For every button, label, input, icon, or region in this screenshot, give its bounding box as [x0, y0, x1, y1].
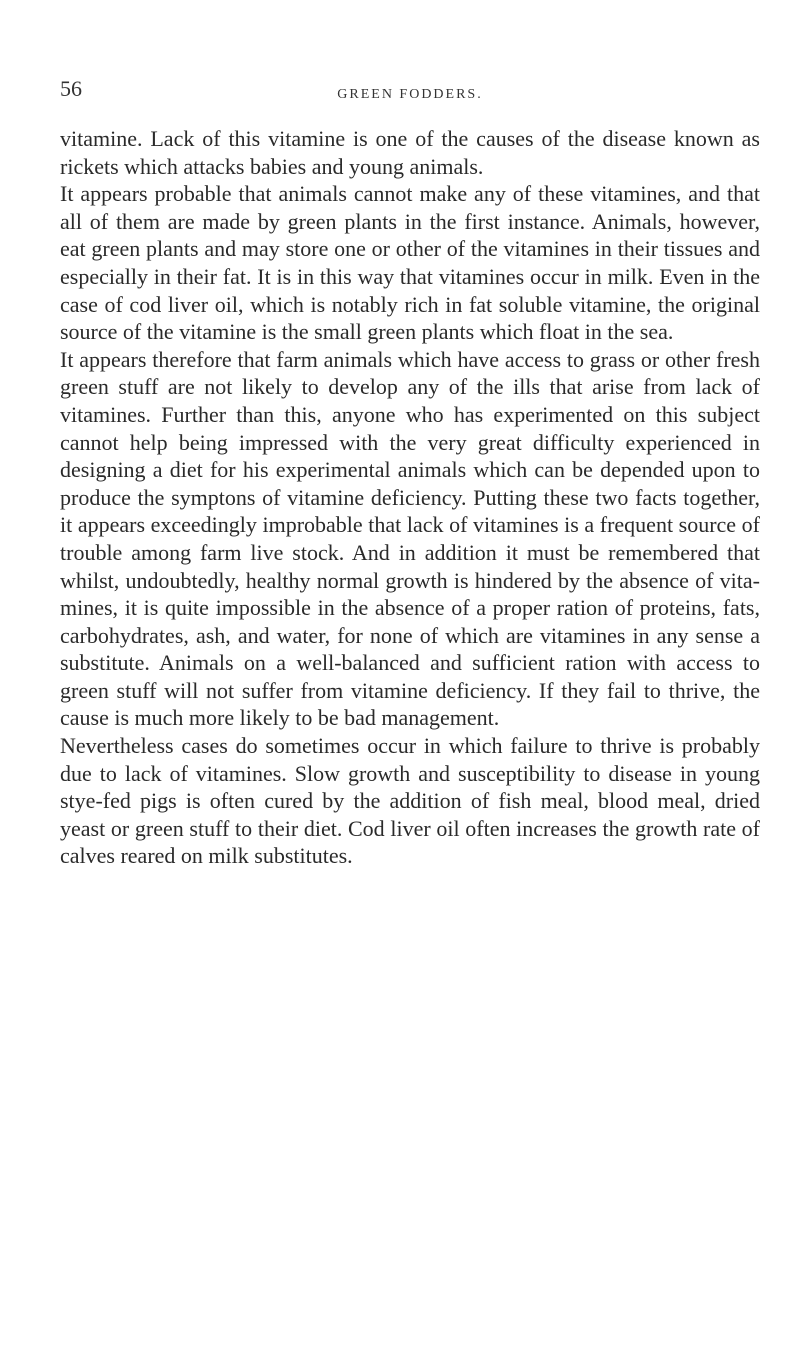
body-text [60, 125, 760, 870]
page-header [60, 70, 760, 110]
paragraph: vitamine. Lack of this vitamine is one of the causes of the disease known as rickets which attacks babies and young animals. [60, 126, 760, 179]
paragraph: It appears therefore that farm animals which have access to grass or other fresh green stuff are not likely to develop any of the ills that arise from lack of vitamines. Further than this, anyone who has experimented on this subject cannot help being impressed with the very great difficulty experienced in designing a diet for his experimental animals which can be depended upon to produce the symptons of vitamine deficiency. Putting these two facts together, it appears exceedingly improbable that lack of vitamines is a frequent source of trouble among farm live stock. And in addition it must be remembered that whilst, undoubtedly, healthy normal growth is hindered by the absence of vita- mines, it is quite impossible in the absence of a proper ration of proteins, fats, carbohydrates, ash, and water, for none of which are vitamines in any sense a substitute. Animals on a well-balanced and sufficient ration with access to green stuff will not suffer from vitamine deficiency. If they fail to thrive, the cause is much more likely to be bad management. [60, 346, 760, 731]
paragraph: Nevertheless cases do sometimes occur in which failure to thrive is probably due to lack of vitamines. Slow growth and susceptibility to disease in young stye-fed pigs is often cured by the addition of fish meal, blood meal, dried yeast or green stuff to their diet. Cod liver oil often increases the growth rate of calves reared on milk substitutes. [60, 733, 760, 869]
paragraph: It appears probable that animals cannot make any of these vitamines, and that all of them are made by green plants in the first instance. Animals, however, eat green plants and may store one or other of the vitamines in their tissues and especially in their fat. It is in this way that vitamines occur in milk. Even in the case of cod liver oil, which is notably rich in fat soluble vitamine, the original source of the vitamine is the small green plants which float in the sea. [60, 181, 760, 345]
running-head: GREEN FODDERS. [337, 87, 483, 102]
page-number: 56 [60, 76, 82, 101]
